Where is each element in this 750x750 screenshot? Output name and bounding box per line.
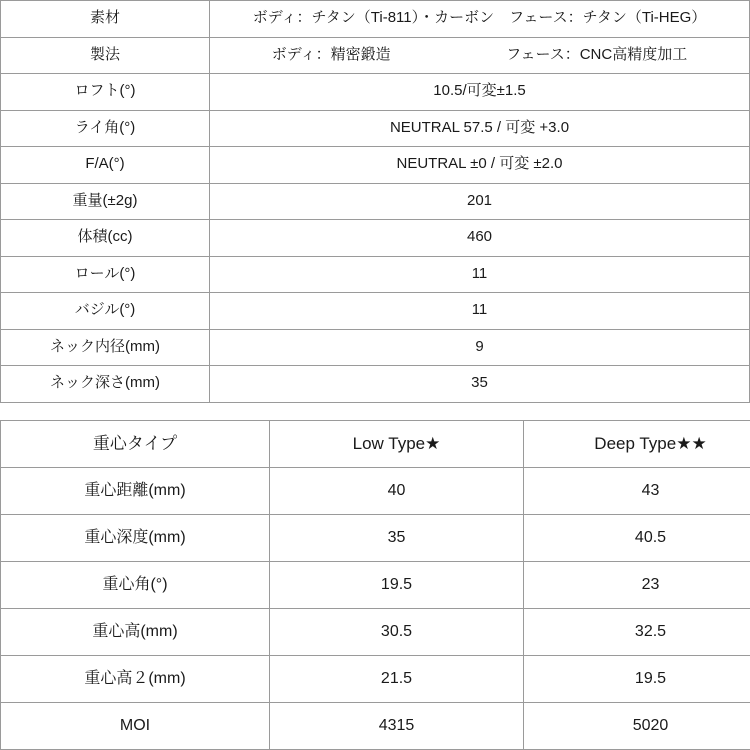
cog-value-text: 23 — [641, 575, 660, 593]
spec-value-text: 9 — [475, 337, 484, 355]
cog-header-label-text: 重心タイプ — [92, 433, 178, 453]
cog-value-text: 40 — [387, 481, 406, 499]
cog-value-moi-deep — [524, 702, 750, 749]
spec-label-manufacturing — [1, 37, 210, 74]
table-row — [1, 293, 750, 330]
spec-label-text: ロフト(°) — [74, 82, 136, 100]
cog-label-height — [1, 608, 270, 655]
spec-label-text: バジル(°) — [74, 301, 136, 319]
cog-value-height-deep — [524, 608, 750, 655]
spec-value-text: 10.5/可変±1.5 — [433, 82, 526, 100]
table-center-of-gravity-body — [1, 420, 750, 749]
cog-label-angle — [1, 561, 270, 608]
spec-label-text: F/A(°) — [85, 155, 125, 173]
spec-value-text: ボディ：チタン（Ti-811）・カーボン フェース：チタン（Ti-HEG） — [252, 9, 707, 27]
cog-header-col2 — [524, 420, 750, 467]
cog-value-moi-low — [270, 702, 524, 749]
spec-label-text: 重量(±2g) — [72, 191, 138, 209]
cog-value-depth-deep — [524, 514, 750, 561]
spec-label-neck-inner-diameter — [1, 329, 210, 366]
cog-value-text: 40.5 — [634, 528, 667, 546]
cog-label-height-2 — [1, 655, 270, 702]
spec-value-neck-depth — [210, 366, 750, 403]
spec-label-loft — [1, 74, 210, 111]
cog-value-text: 21.5 — [380, 669, 413, 687]
spec-value-text: 11 — [471, 264, 488, 282]
table-row — [1, 329, 750, 366]
spec-value-split — [214, 46, 745, 65]
cog-value-text: 5020 — [632, 716, 669, 734]
spec-value-text: 460 — [466, 228, 493, 246]
spec-label-text: ネック内径(mm) — [50, 337, 160, 355]
table-row — [1, 256, 750, 293]
table-row — [1, 366, 750, 403]
cog-label-text: 重心角(°) — [102, 575, 168, 593]
spec-value-face-text: フェース：CNC高精度加工 — [506, 45, 688, 63]
spec-label-text: 製法 — [89, 45, 120, 63]
table-specifications-body — [1, 1, 750, 403]
spec-value-text: 35 — [471, 374, 488, 392]
cog-value-text: 32.5 — [634, 622, 667, 640]
cog-value-depth-low — [270, 514, 524, 561]
spec-value-bulge — [210, 293, 750, 330]
cog-label-text: 重心高２(mm) — [84, 669, 186, 687]
table-row — [1, 655, 750, 702]
table-row — [1, 110, 750, 147]
cog-value-angle-low — [270, 561, 524, 608]
cog-header-col1 — [270, 420, 524, 467]
cog-label-depth — [1, 514, 270, 561]
spec-value-loft — [210, 74, 750, 111]
spec-value-volume — [210, 220, 750, 257]
spec-label-text: 体積(cc) — [77, 228, 133, 246]
table-row — [1, 37, 750, 74]
spec-value-material — [210, 1, 750, 38]
cog-value-text: 4315 — [378, 716, 415, 734]
spec-label-text: 素材 — [89, 9, 120, 27]
cog-value-height-low — [270, 608, 524, 655]
spec-value-neck-inner-diameter — [210, 329, 750, 366]
cog-value-distance-deep — [524, 467, 750, 514]
table-row — [1, 220, 750, 257]
spec-label-weight — [1, 183, 210, 220]
spec-label-text: ネック深さ(mm) — [50, 374, 160, 392]
table-separator — [0, 403, 750, 420]
cog-value-text: 35 — [387, 528, 406, 546]
table-row — [1, 608, 750, 655]
spec-value-text: 201 — [466, 191, 493, 209]
spec-value-lie-angle — [210, 110, 750, 147]
table-row — [1, 147, 750, 184]
spec-label-bulge — [1, 293, 210, 330]
cog-header-label — [1, 420, 270, 467]
cog-value-text: 30.5 — [380, 622, 413, 640]
spec-label-text: ライ角(°) — [74, 118, 136, 136]
spec-value-text: 11 — [471, 301, 488, 319]
cog-label-moi — [1, 702, 270, 749]
table-row — [1, 467, 750, 514]
cog-value-distance-low — [270, 467, 524, 514]
cog-label-text: 重心距離(mm) — [84, 481, 186, 499]
cog-value-text: 19.5 — [380, 575, 413, 593]
spec-label-volume — [1, 220, 210, 257]
spec-label-material — [1, 1, 210, 38]
spec-label-lie-angle — [1, 110, 210, 147]
spec-label-roll — [1, 256, 210, 293]
table-row — [1, 514, 750, 561]
cog-label-text: MOI — [119, 716, 151, 734]
cog-header-col2-text: Deep Type★★ — [594, 433, 707, 453]
table-header-row — [1, 420, 750, 467]
table-row — [1, 702, 750, 749]
cog-label-text: 重心深度(mm) — [84, 528, 186, 546]
cog-label-distance — [1, 467, 270, 514]
cog-value-height-2-deep — [524, 655, 750, 702]
spec-value-weight — [210, 183, 750, 220]
spec-value-text: NEUTRAL 57.5 / 可変 +3.0 — [389, 118, 570, 136]
spec-value-body-text: ボディ：精密鍛造 — [271, 45, 391, 63]
cog-label-text: 重心高(mm) — [92, 622, 178, 640]
table-row — [1, 183, 750, 220]
cog-value-text: 43 — [641, 481, 660, 499]
table-row — [1, 561, 750, 608]
table-row — [1, 1, 750, 38]
spec-label-neck-depth — [1, 366, 210, 403]
spec-value-text: NEUTRAL ±0 / 可変 ±2.0 — [396, 155, 563, 173]
cog-value-height-2-low — [270, 655, 524, 702]
spec-label-fa — [1, 147, 210, 184]
spec-label-text: ロール(°) — [74, 264, 136, 282]
table-center-of-gravity — [0, 420, 750, 750]
cog-value-text: 19.5 — [634, 669, 667, 687]
spec-value-fa — [210, 147, 750, 184]
spec-value-manufacturing — [210, 37, 750, 74]
cog-header-col1-text: Low Type★ — [352, 433, 441, 453]
spec-value-roll — [210, 256, 750, 293]
table-row — [1, 74, 750, 111]
cog-value-angle-deep — [524, 561, 750, 608]
